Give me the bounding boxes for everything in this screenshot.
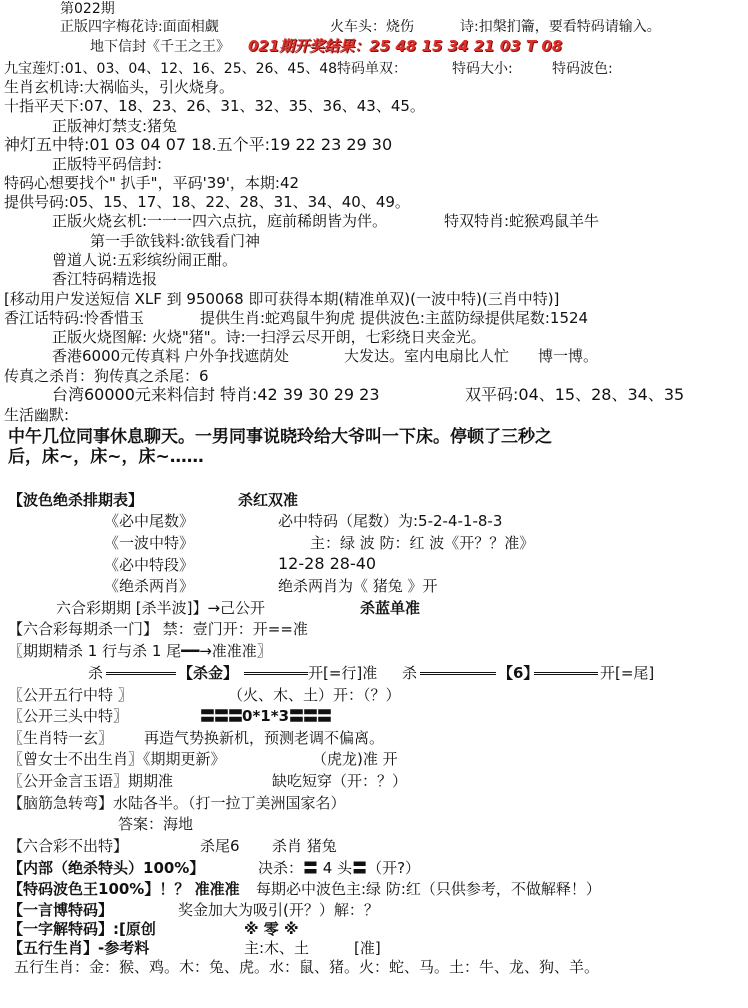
last-draw-result: 021期开奖结果：25 48 15 34 21 03 T 08 [248, 37, 563, 55]
half-wave-line: 六合彩期期 [杀半波]】→己公开 [56, 599, 266, 617]
three-head-label: 〖公开三头中特〗 [8, 707, 129, 725]
kill-red-double: 杀红双准 [238, 491, 299, 509]
open-row: 开[=行]准 [308, 664, 378, 682]
double-rule [106, 672, 176, 675]
kill-zodiac-value: 杀肖 猪兔 [272, 837, 337, 855]
kill-blue-single: 杀蓝单准 [360, 599, 421, 617]
one-wave-label: 《一波中特》 [104, 534, 195, 552]
kill-two-value: 绝杀两肖为《 猪兔 》开 [278, 577, 438, 595]
provided-numbers: 提供号码:05、15、17、18、22、28、31、34、40、49。 [4, 193, 410, 211]
internal-kill-value: 决杀：〓 4 头〓（开?） [258, 859, 421, 877]
hk-fax: 香港6000元传真料 [52, 347, 181, 365]
xiangjiang-title: 香江特码精选报 [52, 270, 158, 288]
train-head: 火车头：烧伤 [330, 19, 414, 35]
zodiac-mystery-label: 〖生肖特一玄〗 [8, 729, 114, 747]
sms-promo: [移动用户发送短信 XLF 到 950068 即可获得本期(精准单双)(一波中特)(三肖中特)] [4, 290, 560, 308]
kill-tail-value: 杀尾6 [200, 837, 240, 855]
riddle-answer: 答案：海地 [118, 815, 194, 833]
no-special-label: 【六合彩不出特】 [8, 837, 129, 855]
bar-glyph: 〓〓〓 [289, 707, 332, 725]
five-element-zodiac-label: 【五行生肖】-参考料 [8, 939, 150, 957]
three-head-value [200, 707, 331, 725]
double-zodiac: 特双特肖:蛇猴鸡鼠羊牛 [444, 212, 600, 230]
golden-words-label: 〖公开金言玉语〗期期准 [8, 772, 174, 790]
plum-poem: 正版四字梅花诗:面面相觑 [60, 19, 219, 35]
golden-words-value: 缺吃短穿（开：？） [272, 772, 408, 790]
kill-tail-6: 【6】 [498, 664, 539, 682]
zodiac-poem: 生肖玄机诗:大祸临头，引火烧身。 [4, 78, 235, 96]
one-wave-value: 主：绿 波 防：红 波《开？？准》 [310, 534, 535, 552]
issue-number: 第022期 [60, 1, 115, 17]
kill-row-tail: 〖期期精杀 1 行与杀 1 尾━━→准准准〗 [8, 642, 272, 660]
zodiac-mystery-value: 再造气势换新机，预测老调不偏离。 [144, 729, 385, 747]
lotus-lamp-line: 九宝莲灯:01、03、04、12、16、25、26、45、48特码单双： [4, 61, 408, 77]
open-tail: 开[=尾] [600, 664, 655, 682]
double-rule [244, 672, 308, 675]
fire-illustration: 正版火烧图解: 火烧"猪"。诗:一扫浮云尽开朗，七彩绕日夹金光。 [52, 328, 486, 346]
first-hand-money: 第一手欲钱料:欲钱看门神 [90, 232, 261, 250]
segment-label: 《必中特段》 [104, 556, 195, 574]
kill-two-label: 《绝杀两肖》 [104, 577, 195, 595]
one-word-label: 【一言博特码】 [8, 901, 114, 919]
special-color: 特码波色: [552, 61, 613, 77]
hk-fax-clue1: 户外争找遮荫处 [184, 347, 290, 365]
tail-label: 《必中尾数》 [104, 512, 195, 530]
double-rule [534, 672, 598, 675]
color-kill-title: 【波色绝杀排期表】 [8, 491, 144, 509]
one-char-value: ※ 零 ※ [244, 920, 299, 938]
special-size: 特码大小: [452, 61, 513, 77]
one-char-label: 【一字解特码】:[原创 [8, 920, 156, 938]
xiangjiang-code: 香江话特码:怜香惜玉 [4, 309, 145, 327]
provided-zodiac: 提供生肖:蛇鸡鼠牛狗虎 提供波色:主蓝防绿提供尾数:1524 [200, 309, 589, 327]
header-poem: 诗:扣槃扪籥，要看特码请输入。 [460, 19, 661, 35]
ms-zeng-label: 〖曾女士不出生肖〗《期期更新》 [8, 750, 226, 768]
five-element-zodiac-accurate: [准] [354, 939, 381, 957]
hk-fax-clue3: 博一博。 [538, 347, 599, 365]
color-king-label: 【特码波色王100%】！？ 准准准 [8, 880, 240, 898]
one-word-value: 奖金加大为吸引(开？）解：？ [178, 901, 379, 919]
underground-envelope: 地下信封《千王之王》 [90, 39, 230, 55]
five-element-zodiac-list: 五行生肖：金：猴、鸡。木：兔、虎。水：鼠、猪。火：蛇、马。土：牛、龙、狗、羊。 [14, 958, 600, 976]
kill-label-2: 杀 [402, 664, 418, 682]
daoren-saying: 曾道人说:五彩缤纷闹正酣。 [52, 251, 238, 269]
joke-line-1: 中午几位同事休息聊天。一男同事说晓玲给大爷叫一下床。停顿了三秒之 [8, 427, 552, 447]
humor-title: 生活幽默: [4, 406, 70, 424]
taiwan-envelope: 台湾60000元来料信封 特肖:42 39 30 29 23 [52, 385, 380, 404]
double-rule [420, 672, 496, 675]
color-king-value: 每期必中波色主:绿 防:红（只供参考，不做解释！） [256, 880, 601, 898]
five-element-value: （火、木、土）开：（？） [228, 686, 401, 704]
double-flat: 双平码:04、15、28、34、35 [465, 385, 685, 404]
lamp-forbidden: 正版神灯禁支:猪兔 [52, 117, 178, 135]
segment-value: 12-28 28-40 [278, 554, 377, 573]
five-element-label: 〖公开五行中特 〗 [8, 686, 133, 704]
pickpocket-line: 特码心想要找个" 扒手"，平码'39'，本期:42 [4, 174, 300, 192]
tail-value: 必中特码（尾数）为:5-2-4-1-8-3 [278, 512, 503, 530]
ms-zeng-value: （虎龙)准 开 [312, 750, 398, 768]
kill-metal: 【杀金】 [178, 664, 239, 682]
lamp-five-line: 神灯五中特:01 03 04 07 18.五个平:19 22 23 29 30 [4, 135, 393, 154]
flat-envelope: 正版特平码信封: [52, 155, 163, 173]
internal-kill-label: 【内部（绝杀特头）100%】 [8, 859, 205, 877]
fire-mystery: 正版火烧玄机:一一一四六点抗，庭前稀朗皆为伴。 [52, 212, 388, 230]
riddle: 【脑筋急转弯】水陆各半。（打一拉丁美洲国家名） [8, 794, 346, 812]
fax-kill: 传真之杀肖：狗传真之杀尾：6 [4, 367, 209, 385]
five-element-zodiac-main: 主:木、土 [244, 939, 310, 957]
hk-fax-clue2: 大发达。室内电扇比人忙 [344, 347, 510, 365]
kill-label-1: 杀 [88, 664, 104, 682]
bar-glyph: 〓〓〓 [200, 707, 243, 725]
joke-line-2: 后，床~，床~，床~…… [8, 447, 204, 467]
ten-fingers-line: 十指平天下:07、18、23、26、31、32、35、36、43、45。 [4, 97, 425, 115]
kill-one-gate: 【六合彩每期杀一门】 禁：壹门开：开==准 [8, 620, 308, 638]
three-head-digits: 0*1*3 [242, 707, 290, 725]
